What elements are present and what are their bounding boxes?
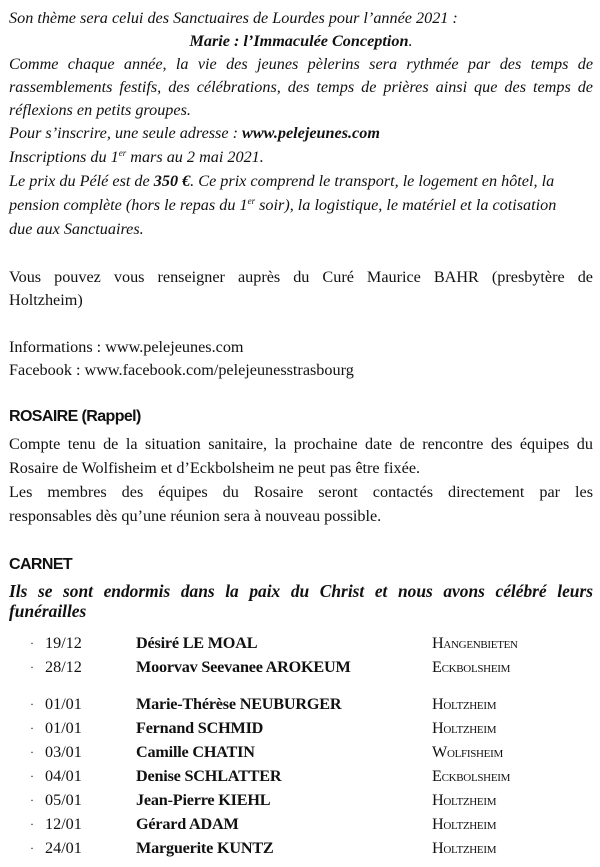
contact-line-2: Holtzheim): [9, 291, 83, 309]
funeral-name: Fernand SCHMID: [136, 719, 264, 737]
theme-title-end: .: [408, 32, 413, 50]
price-line-2: [9, 194, 593, 216]
rosaire-line-1: Compte tenu de la situation sanitaire, la prochaine date de rencontre des équipes du: [9, 435, 593, 453]
funeral-town: Holtzheim: [432, 791, 497, 809]
rosaire-heading: ROSAIRE (Rappel): [9, 408, 141, 425]
funeral-entry: [0, 631, 600, 655]
carnet-heading: CARNET: [9, 556, 73, 573]
inscription-url-link[interactable]: www.pelejeunes.com: [242, 124, 380, 142]
funeral-town: Holtzheim: [432, 695, 497, 713]
funeral-entry: [0, 788, 600, 812]
program-line-2: rassemblements festifs, des célébrations, des temps de prières ainsi que des temps de: [9, 78, 593, 96]
rosaire-line-4: responsables dès qu’une réunion sera à nouveau possible.: [9, 507, 382, 525]
bullet-icon: ·: [30, 769, 34, 783]
funeral-date: 01/01: [45, 695, 82, 713]
funeral-entry: [0, 692, 600, 716]
funeral-town: Holtzheim: [432, 719, 497, 737]
funeral-date: 05/01: [45, 791, 82, 809]
funeral-date: 19/12: [45, 634, 82, 652]
funeral-name: Marie-Thérèse NEUBURGER: [136, 695, 342, 713]
price-line-2-suffix: soir), la logistique, le matériel et la cotisation: [255, 196, 557, 214]
price-line-2-ordinal: er: [247, 196, 256, 206]
rosaire-line-3: Les membres des équipes du Rosaire seront contactés directement par les: [9, 483, 593, 501]
price-line-3: due aux Sanctuaires.: [9, 220, 144, 238]
bullet-icon: ·: [30, 841, 34, 855]
bullet-icon: ·: [30, 636, 34, 650]
funeral-date: 03/01: [45, 743, 82, 761]
bullet-icon: ·: [30, 660, 34, 674]
inscription-prefix: Pour s’inscrire, une seule adresse :: [9, 124, 243, 142]
program-line-3: réflexions en petits groupes.: [9, 101, 191, 119]
funeral-date: 24/01: [45, 839, 82, 857]
bullet-icon: ·: [30, 697, 34, 711]
funeral-date: 28/12: [45, 658, 82, 676]
bullet-icon: ·: [30, 817, 34, 831]
funeral-entry: [0, 764, 600, 788]
funeral-town: Eckbolsheim: [432, 767, 511, 785]
funeral-name: Marguerite KUNTZ: [136, 839, 274, 857]
funerals-title: [9, 581, 593, 621]
funerals-title-line-2: funérailles: [9, 601, 87, 621]
price-suffix: . Ce prix comprend le transport, le logement en hôtel, la: [190, 172, 555, 190]
funerals-title-line-1: Ils se sont endormis dans la paix du Christ et nous avons célébré leurs: [9, 581, 593, 601]
funeral-name: Moorvav Seevanee AROKEUM: [136, 658, 351, 676]
info-link-line[interactable]: Informations : www.pelejeunes.com: [9, 338, 244, 356]
funeral-town: Wolfisheim: [432, 743, 503, 761]
theme-title: [9, 30, 593, 52]
funeral-town: Hangenbieten: [432, 634, 518, 652]
funeral-entry: [0, 716, 600, 740]
bullet-icon: ·: [30, 793, 34, 807]
funeral-name: Camille CHATIN: [136, 743, 255, 761]
funeral-entry: [0, 812, 600, 836]
funeral-name: Désiré LE MOAL: [136, 634, 258, 652]
funeral-entry: [0, 655, 600, 679]
funeral-name: Denise SCHLATTER: [136, 767, 282, 785]
funeral-date: 04/01: [45, 767, 82, 785]
funeral-town: Holtzheim: [432, 815, 497, 833]
dates-prefix: Inscriptions du 1: [9, 148, 119, 166]
contact-line-1: Vous pouvez vous renseigner auprès du Curé Maurice BAHR (presbytère de: [9, 268, 593, 286]
inscription-line: [9, 122, 593, 144]
funeral-town: Holtzheim: [432, 839, 497, 857]
inscription-dates: [9, 146, 593, 168]
funeral-town: Eckbolsheim: [432, 658, 511, 676]
funeral-date: 12/01: [45, 815, 82, 833]
dates-suffix: mars au 2 mai 2021.: [126, 148, 264, 166]
funeral-name: Jean-Pierre KIEHL: [136, 791, 271, 809]
bullet-icon: ·: [30, 745, 34, 759]
theme-intro: Son thème sera celui des Sanctuaires de Lourdes pour l’année 2021 :: [9, 9, 458, 27]
price-prefix: Le prix du Pélé est de: [9, 172, 154, 190]
funeral-name: Gérard ADAM: [136, 815, 239, 833]
price-line-2-prefix: pension complète (hors le repas du 1: [9, 196, 248, 214]
funeral-date: 01/01: [45, 719, 82, 737]
rosaire-line-2: Rosaire de Wolfisheim et d’Eckbolsheim ne peut pas être fixée.: [9, 459, 421, 477]
funeral-entry: [0, 740, 600, 764]
program-line-1: Comme chaque année, la vie des jeunes pèlerins sera rythmée par des temps de: [9, 55, 593, 73]
funeral-entry: [0, 836, 600, 860]
dates-ordinal: er: [118, 148, 127, 158]
price-value: 350 €: [153, 172, 191, 190]
facebook-link-line[interactable]: Facebook : www.facebook.com/pelejeunesstrasbourg: [9, 361, 354, 379]
price-line-1: [9, 170, 593, 192]
theme-title-bold: Marie : l’Immaculée Conception: [189, 32, 409, 50]
bullet-icon: ·: [30, 721, 34, 735]
